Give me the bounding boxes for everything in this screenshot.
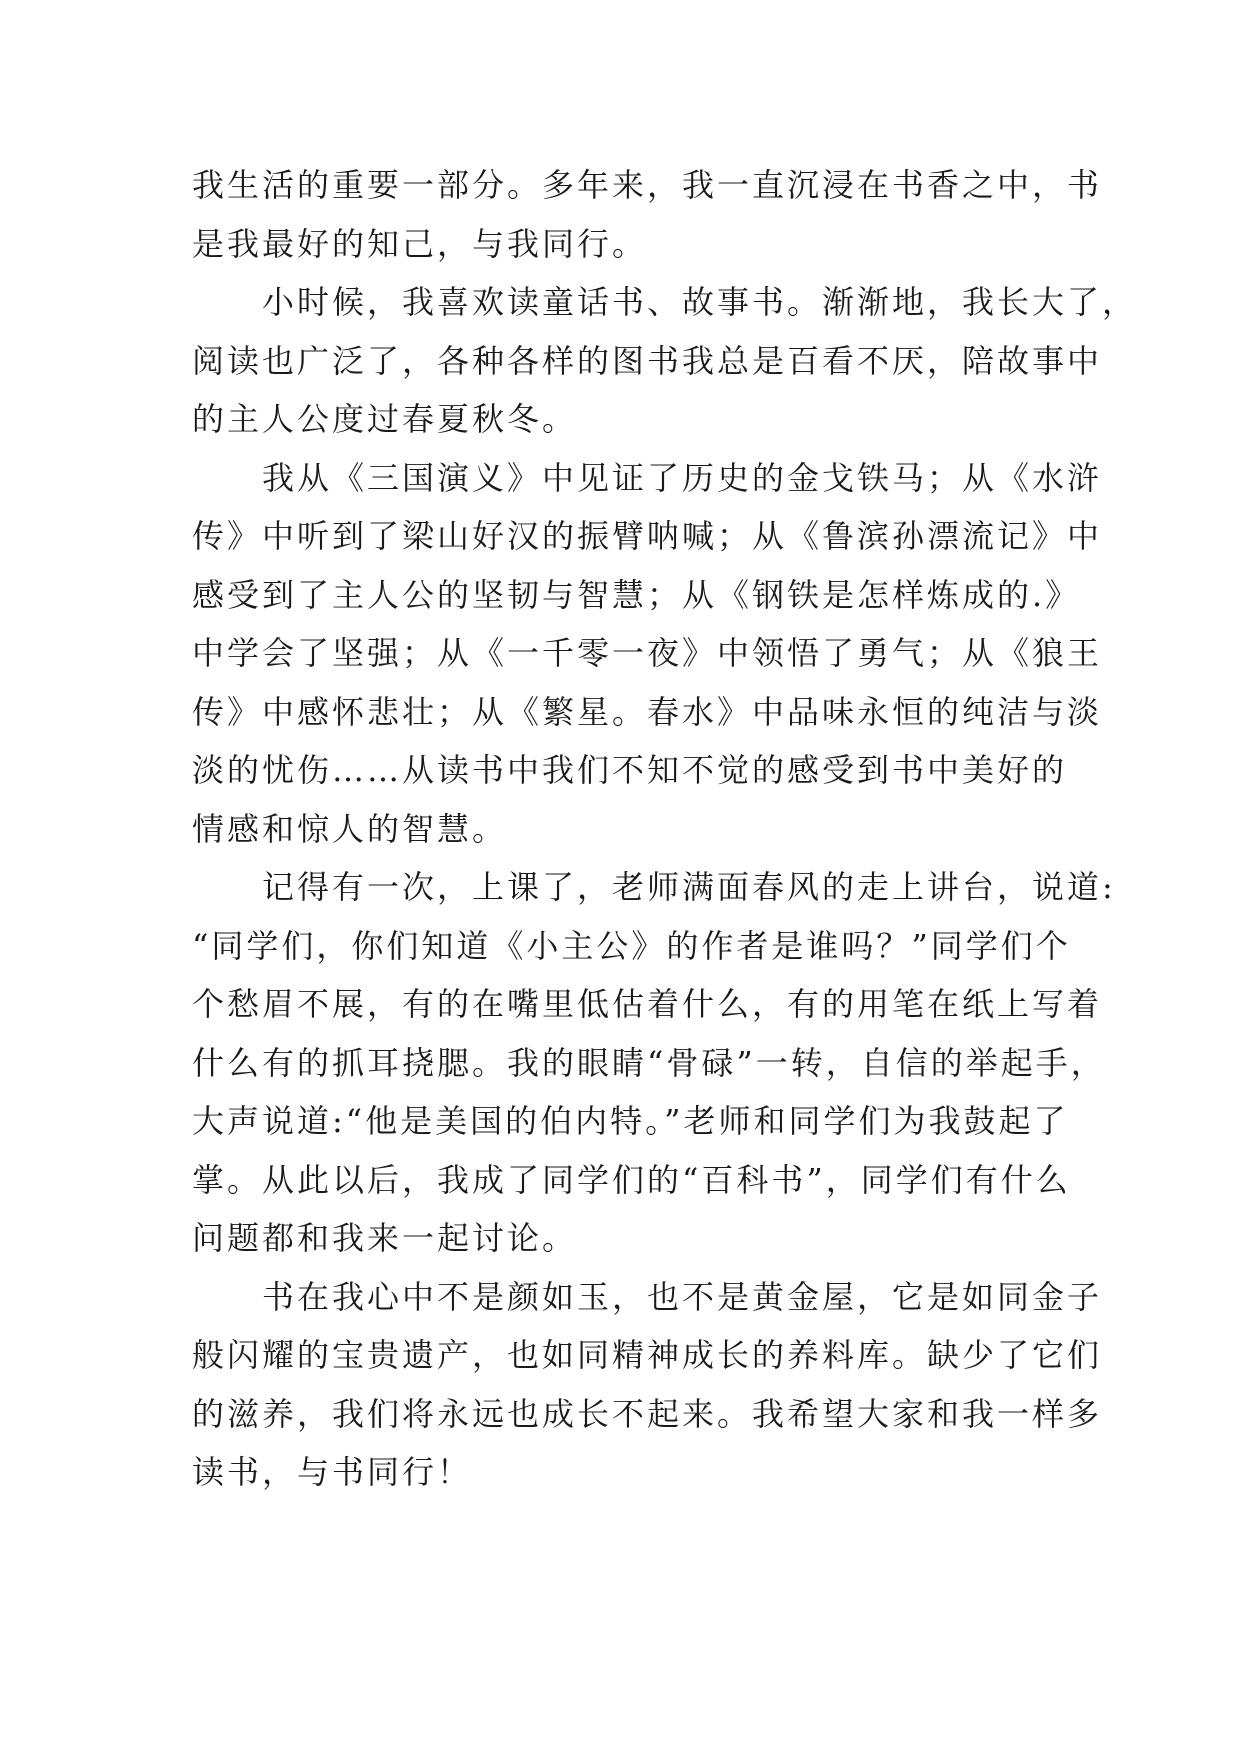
text-line: 大声说道:“他是美国的伯内特。”老师和同学们为我鼓起了 bbox=[192, 1102, 1069, 1140]
text-line: 传》中听到了梁山好汉的振臂呐喊；从《鲁滨孙漂流记》中 bbox=[192, 517, 1103, 555]
text-line: 书在我心中不是颜如玉，也不是黄金屋，它是如同金子 bbox=[192, 1277, 1103, 1316]
text-line: 记得有一次，上课了，老师满面春风的走上讲台，说道: bbox=[192, 868, 1116, 906]
text-line: 阅读也广泛了，各种各样的图书我总是百看不厌，陪故事中 bbox=[192, 341, 1103, 380]
text-line: 什么有的抓耳挠腮。我的眼睛“骨碌”一转，自信的举起手， bbox=[192, 1043, 1106, 1082]
text-line: “同学们，你们知道《小主公》的作者是谁吗？”同学们个 bbox=[192, 926, 1071, 965]
text-line: 中学会了坚强；从《一千零一夜》中领悟了勇气；从《狼王 bbox=[192, 634, 1103, 672]
text-line: 我从《三国演义》中见证了历史的金戈铁马；从《水浒 bbox=[192, 458, 1103, 497]
text-line: 传》中感怀悲壮；从《繁星。春水》中品味永恒的纯洁与淡 bbox=[192, 692, 1103, 731]
text-line: 是我最好的知己，与我同行。 bbox=[192, 224, 648, 263]
text-line: 般闪耀的宝贵遗产，也如同精神成长的养料库。缺少了它们 bbox=[192, 1336, 1103, 1374]
text-line: 读书，与书同行！ bbox=[192, 1453, 473, 1491]
text-line: 小时候，我喜欢读童话书、故事书。渐渐地，我长大了， bbox=[192, 283, 1138, 321]
text-line: 淡的忧伤……从读书中我们不知不觉的感受到书中美好的 bbox=[192, 751, 1068, 789]
text-line: 个愁眉不展，有的在嘴里低估着什么，有的用笔在纸上写着 bbox=[192, 985, 1103, 1023]
text-line: 的主人公度过春夏秋冬。 bbox=[192, 400, 578, 438]
text-line: 感受到了主人公的坚韧与智慧；从《钢铁是怎样炼成的.》 bbox=[192, 575, 1081, 614]
text-line: 掌。从此以后，我成了同学们的“百科书”，同学们有什么 bbox=[192, 1160, 1071, 1199]
text-line: 的滋养，我们将永远也成长不起来。我希望大家和我一样多 bbox=[192, 1394, 1103, 1433]
text-line: 情感和惊人的智慧。 bbox=[192, 809, 508, 848]
essay-body bbox=[192, 156, 1138, 1502]
text-line: 我生活的重要一部分。多年来，我一直沉浸在书香之中，书 bbox=[192, 166, 1103, 204]
text-line: 问题都和我来一起讨论。 bbox=[192, 1219, 578, 1257]
